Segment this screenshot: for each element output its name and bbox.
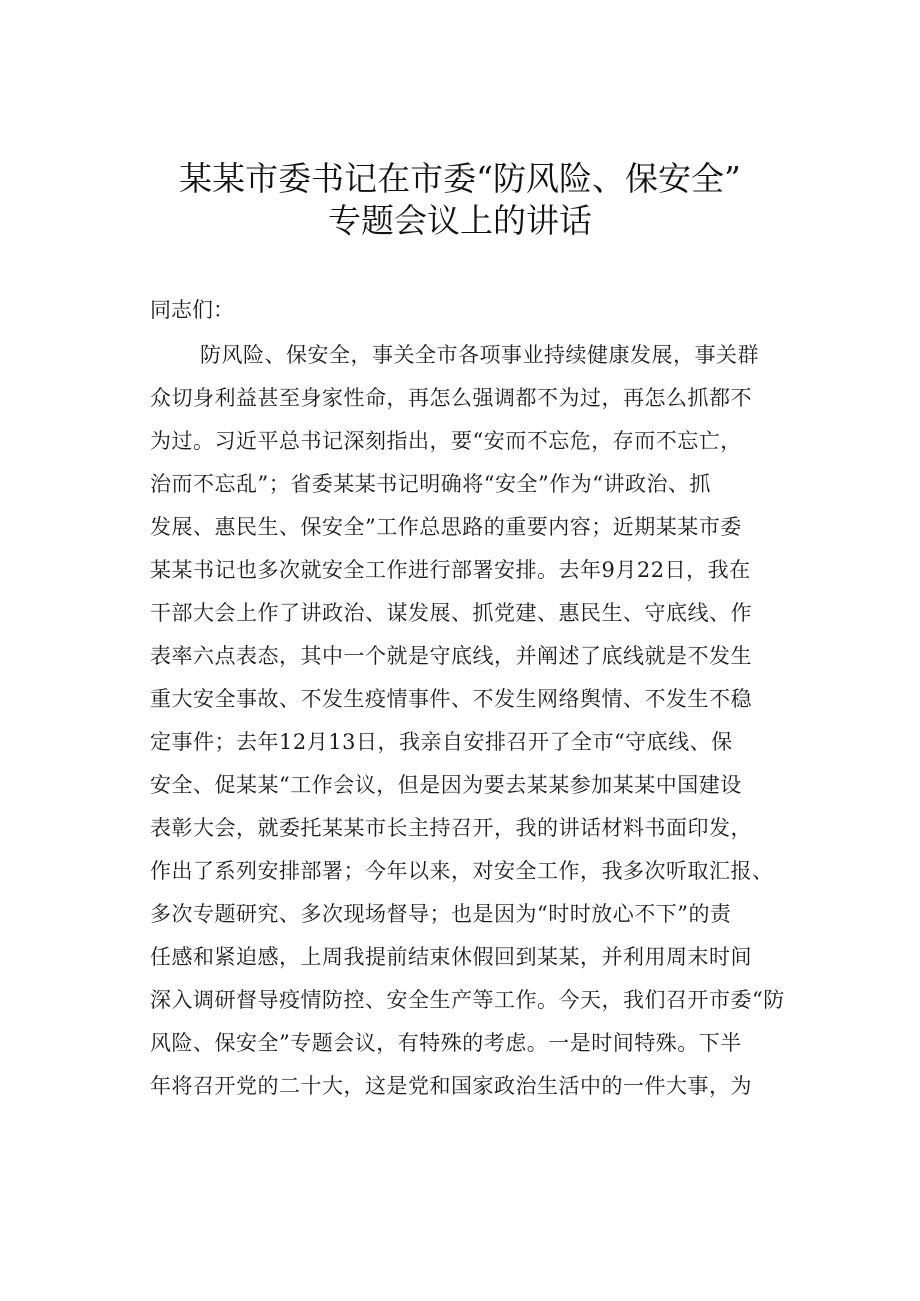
body-line: 安全、促某某“工作会议，但是因为要去某某参加某某中国建设 bbox=[150, 773, 742, 797]
document-title-line-1: 某某市委书记在市委“防风险、保安全” bbox=[179, 159, 741, 198]
body-line: 某某书记也多次就安全工作进行部署安排。去年9月22日，我在 bbox=[150, 558, 751, 582]
body-line: 治而不忘乱”；省委某某书记明确将“安全”作为“讲政治、抓 bbox=[150, 472, 711, 496]
body-line: 重大安全事故、不发生疫情事件、不发生网络舆情、不发生不稳 bbox=[150, 687, 752, 711]
document-title-line-2: 专题会议上的讲话 bbox=[328, 201, 592, 240]
body-line: 防风险、保安全，事关全市各项事业持续健康发展，事关群 bbox=[200, 343, 759, 367]
body-line: 年将召开党的二十大，这是党和国家政治生活中的一件大事，为 bbox=[150, 1074, 752, 1098]
body-line: 为过。习近平总书记深刻指出，要“安而不忘危，存而不忘亡， bbox=[150, 429, 742, 453]
body-line: 多次专题研究、多次现场督导；也是因为“时时放心不下”的责 bbox=[150, 902, 732, 926]
body-line: 发展、惠民生、保安全”工作总思路的重要内容；近期某某市委 bbox=[150, 515, 742, 539]
body-line: 干部大会上作了讲政治、谋发展、抓党建、惠民生、守底线、作 bbox=[150, 601, 752, 625]
body-line: 风险、保安全”专题会议，有特殊的考虑。一是时间特殊。下半 bbox=[150, 1031, 742, 1055]
body-line: 任感和紧迫感，上周我提前结束休假回到某某，并利用周末时间 bbox=[150, 945, 752, 969]
salutation: 同志们： bbox=[150, 298, 234, 322]
body-line: 深入调研督导疫情防控、安全生产等工作。今天，我们召开市委“防 bbox=[150, 988, 785, 1012]
body-line: 众切身利益甚至身家性命，再怎么强调都不为过，再怎么抓都不 bbox=[150, 386, 752, 410]
body-line: 定事件；去年12月13日，我亲自安排召开了全市“守底线、保 bbox=[150, 730, 733, 754]
body-line: 表彰大会，就委托某某市长主持召开，我的讲话材料书面印发， bbox=[150, 816, 752, 840]
body-line: 表率六点表态，其中一个就是守底线，并阐述了底线就是不发生 bbox=[150, 644, 752, 668]
body-line: 作出了系列安排部署；今年以来，对安全工作，我多次听取汇报、 bbox=[150, 859, 774, 883]
